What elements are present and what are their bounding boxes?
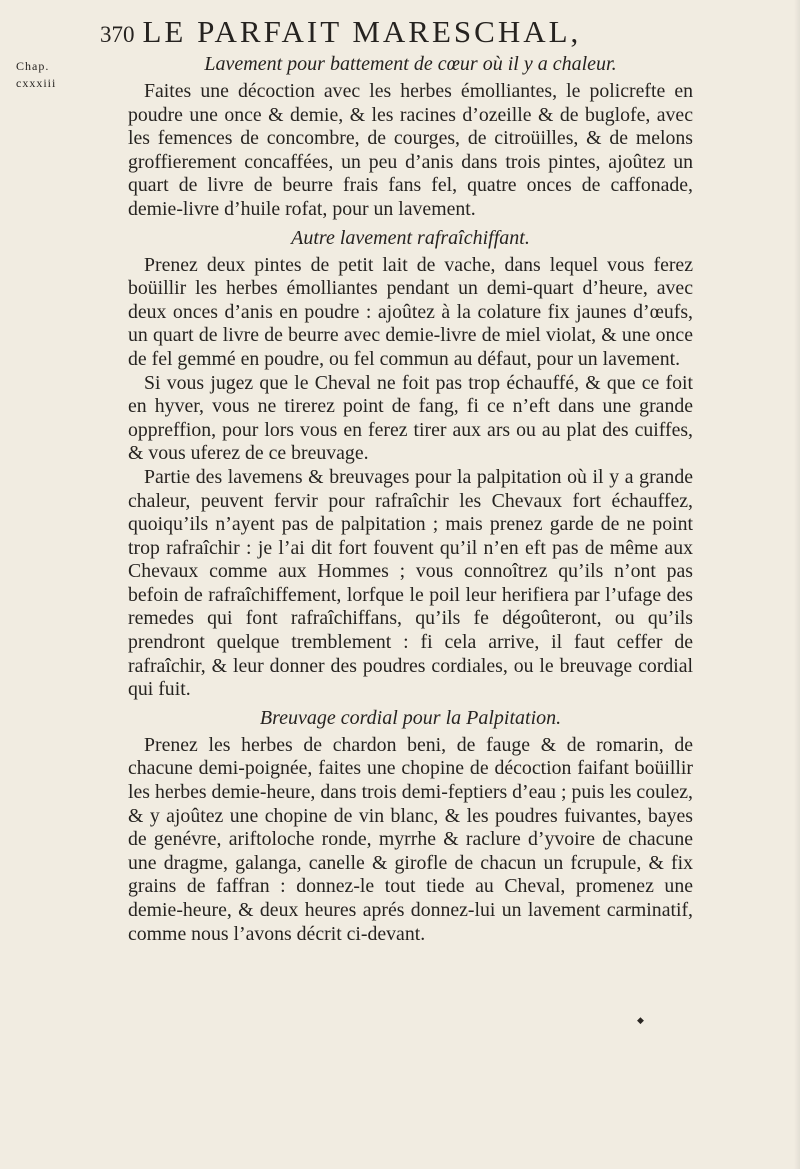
page-body xyxy=(128,50,693,946)
ink-blot-mark: ◆ xyxy=(637,1016,644,1026)
page-header xyxy=(100,12,680,55)
section-title: Breuvage cordial pour la Palpitation. xyxy=(259,706,562,729)
chapter-margin-note xyxy=(16,58,96,92)
page-edge-shadow xyxy=(794,0,800,1169)
section-title: Lavement pour battement de cœur où il y a chaleur. xyxy=(204,53,617,75)
paragraph: Prenez deux pintes de petit lait de vache, dans lequel vous ferez boüillir les herbes émolliantes pendant un demi-quart d’heure, avec deux onces d’anis en poudre : ajoûtez à la colature fix jaunes d’œufs, un quart de livre de beurre avec demie-livre de miel violat, & une once de fel gemmé en poudre, ou fel commun au défaut, pour un lavement. xyxy=(128,253,693,370)
paragraph: Faites une décoction avec les herbes émolliantes, le policrefte en poudre une once & demie, & les racines d’ozeille & de buglofe, avec les femences de concombre, de courges, de citroüilles, & de melons groffierement concaffées, un peu d’anis dans trois pintes, ajoûtez un quart de livre de beurre frais fans fel, quatre onces de caffonade, demie-livre d’huile rofat, pour un lavement. xyxy=(128,80,693,220)
chapter-number: cxxxiii xyxy=(16,76,57,90)
paragraph: Si vous jugez que le Cheval ne foit pas trop échauffé, & que ce foit en hyver, vous ne tirerez point de fang, fi ce n’eft dans une grande oppreffion, pour lors vous en ferez tirer aux ars ou au plat des cuiffes, & vous uferez de ce breuvage. xyxy=(128,371,693,465)
paragraph: Partie des lavemens & breuvages pour la palpitation où il y a grande chaleur, peuvent fervir pour rafraîchir les Chevaux fort échauffez, quoiqu’ils n’ayent pas de palpitation ; mais prenez garde de ne point trop rafraîchir : je l’ai dit fort fouvent qu’il n’en eft pas de même aux Chevaux comme aux Hommes ; vous connoîtrez qu’ils n’ont pas befoin de rafraîchiffement, lorfque le poil leur herifiera par l’ufage des remedes qui font rafraîchiffans, qu’ils fe dégoûteront, ou qu’ils prendront quelque tremblement : fi cela arrive, il faut ceffer de rafraîchir, & leur donner des poudres cordiales, ou le breuvage cordial qui fuit. xyxy=(128,465,693,701)
paragraph: Prenez les herbes de chardon beni, de fauge & de romarin, de chacune demi-poignée, faites une chopine de décoction faifant boüillir les herbes demie-heure, dans trois demi-feptiers d’eau ; puis les coulez, & y ajoûtez une chopine de vin blanc, & les poudres fuivantes, bayes de genévre, ariftoloche ronde, myrrhe & raclure d’yvoire de chacune une dragme, galanga, canelle & girofle de chacun un fcrupule, & fix grains de faffran : donnez-le tout tiede au Cheval, promenez une demie-heure, & deux heures aprés donnez-lui un lavement carminatif, comme nous l’avons décrit ci-devant. xyxy=(128,733,693,945)
section-title: Autre lavement rafraîchiffant. xyxy=(291,226,530,249)
chapter-label: Chap. xyxy=(16,59,50,73)
page-number: 370 xyxy=(100,22,135,47)
running-title: LE PARFAIT MARESCHAL, xyxy=(142,14,582,49)
